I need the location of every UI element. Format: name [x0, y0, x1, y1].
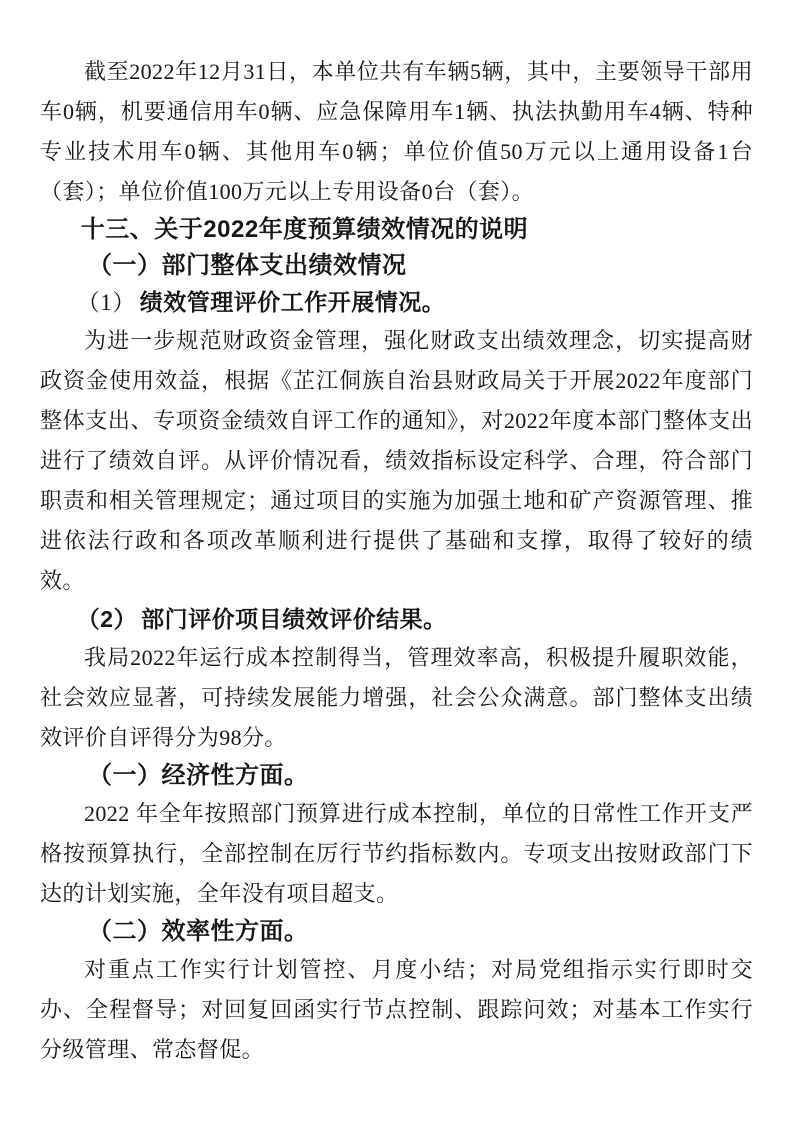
item-label-eval-work: 绩效管理评价工作开展情况。 — [139, 289, 446, 315]
subsection-heading-economy: （一）经济性方面。 — [88, 763, 309, 789]
item-label-eval-result: 部门评价项目绩效评价结果。 — [141, 606, 447, 632]
item-number-2: （2） — [76, 606, 138, 632]
item-heading-eval-result — [40, 601, 753, 638]
subsection-heading-efficiency: （二）效率性方面。 — [88, 919, 309, 945]
para-eval-result-score: 我局2022年运行成本控制得当，管理效率高，积极提升履职效能，社会效应显著，可持续发展能力增强，社会公众满意。部门整体支出绩效评价自评得分为98分。 — [40, 645, 753, 750]
para-vehicle-equipment: 截至2022年12月31日，本单位共有车辆5辆，其中，主要领导干部用车0辆，机要通信用车0辆、应急保障用车1辆、执法执勤用车4辆、特种专业技术用车0辆、其他用车0辆；单位价值50万元以上通用设备1台（套）；单位价值100万元以上专用设备0台（套）。 — [40, 59, 753, 204]
subsection-heading-overall-performance: （一）部门整体支出绩效情况 — [88, 253, 407, 279]
item-number-1: （1） — [76, 290, 136, 315]
para-eval-work-description: 为进一步规范财政资金管理，强化财政支出绩效理念，切实提高财政资金使用效益，根据《芷江侗族自治县财政局关于开展2022年度部门整体支出、专项资金绩效自评工作的通知》，对2022年度本部门整体支出进行了绩效自评。从评价情况看，绩效指标设定科学、合理，符合部门职责和相关管理规定；通过项目的实施为加强土地和矿产资源管理、推进依法行政和各项改革顺利进行提供了基础和支撑，取得了较好的绩效。 — [40, 328, 753, 593]
item-heading-eval-work — [40, 284, 753, 321]
para-efficiency-description: 对重点工作实行计划管控、月度小结；对局党组指示实行即时交办、全程督导；对回复回函实行节点控制、跟踪问效；对基本工作实行分级管理、常态督促。 — [40, 957, 753, 1062]
section-heading-13: 十三、关于2022年度预算绩效情况的说明 — [80, 216, 529, 243]
para-economy-description: 2022 年全年按照部门预算进行成本控制，单位的日常性工作开支严格按预算执行，全部控制在厉行节约指标数内。专项支出按财政部门下达的计划实施，全年没有项目超支。 — [40, 801, 753, 906]
document-content — [40, 52, 753, 1070]
